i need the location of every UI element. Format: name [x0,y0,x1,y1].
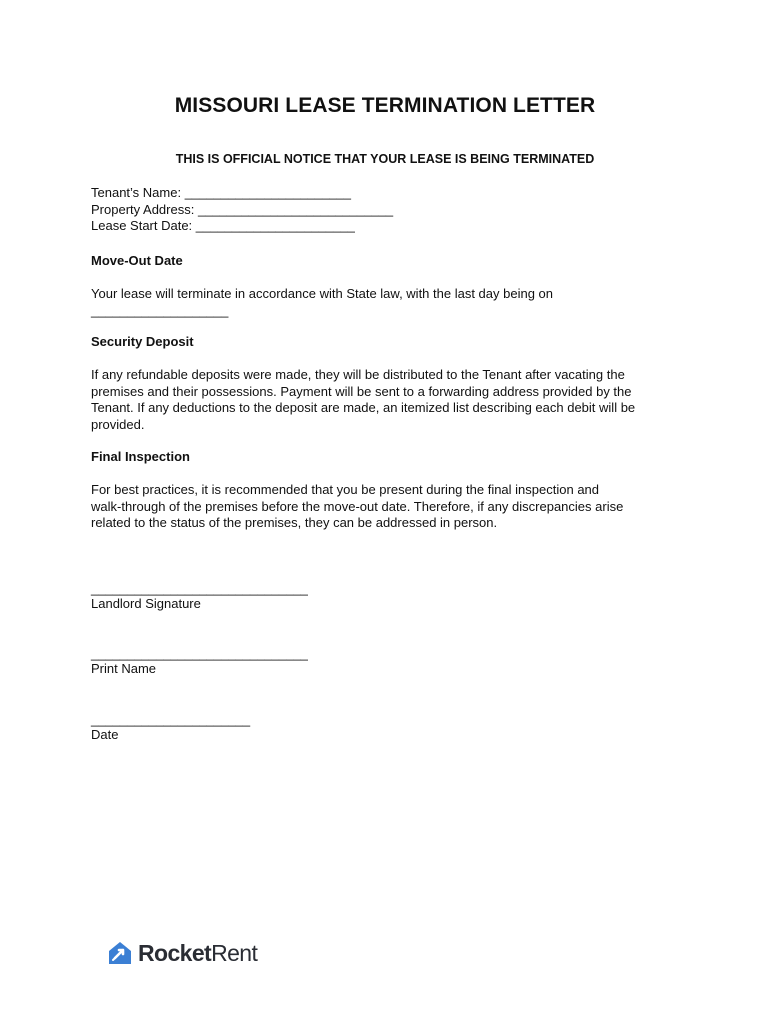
move-out-line: Your lease will terminate in accordance with State law, with the last day being on [91,286,554,301]
security-deposit-paragraph [91,367,691,433]
move-out-date-blank: ___________________ [91,302,229,318]
paragraph-line: If any refundable deposits were made, they will be distributed to the Tenant after vacating the [91,367,625,382]
document-subtitle: THIS IS OFFICIAL NOTICE THAT YOUR LEASE IS BEING TERMINATED [175,152,595,166]
paragraph-line: Tenant. If any deductions to the deposit are made, an itemized list describing each debit will be [91,400,636,415]
final-inspection-paragraph [91,482,691,532]
rocketrent-logo [106,936,257,970]
date-label: Date [91,727,119,742]
tenant-name-field: Tenant’s Name: _______________________ [91,185,351,200]
property-address-field: Property Address: ___________________________ [91,201,394,217]
logo-bold-text: Rocket [138,939,212,966]
tenant-info-fields [91,185,691,235]
document-title: MISSOURI LEASE TERMINATION LETTER [174,94,596,117]
move-out-paragraph [91,286,691,319]
paragraph-line: provided. [91,416,145,432]
print-name-label: Print Name [91,661,157,676]
print-name-line: ______________________________ [91,646,308,661]
landlord-signature-label: Landlord Signature [91,596,201,611]
landlord-signature-line: ______________________________ [91,581,308,596]
rocketrent-wordmark [138,940,257,967]
move-out-heading: Move-Out Date [91,253,183,268]
paragraph-line: premises and their possessions. Payment will be sent to a forwarding address provided by the [91,383,632,399]
paragraph-line: walk-through of the premises before the move-out date. Therefore, if any discrepancies arise [91,498,624,514]
security-deposit-heading: Security Deposit [91,334,194,349]
date-line: ______________________ [91,712,251,727]
paragraph-line: related to the status of the premises, they can be addressed in person. [91,515,498,530]
logo-light-text: Rent [211,939,258,966]
final-inspection-heading: Final Inspection [91,449,190,464]
paragraph-line: For best practices, it is recommended that you be present during the final inspection and [91,482,600,497]
rocket-logo-icon [106,939,134,967]
lease-start-date-field: Lease Start Date: ______________________ [91,218,355,233]
